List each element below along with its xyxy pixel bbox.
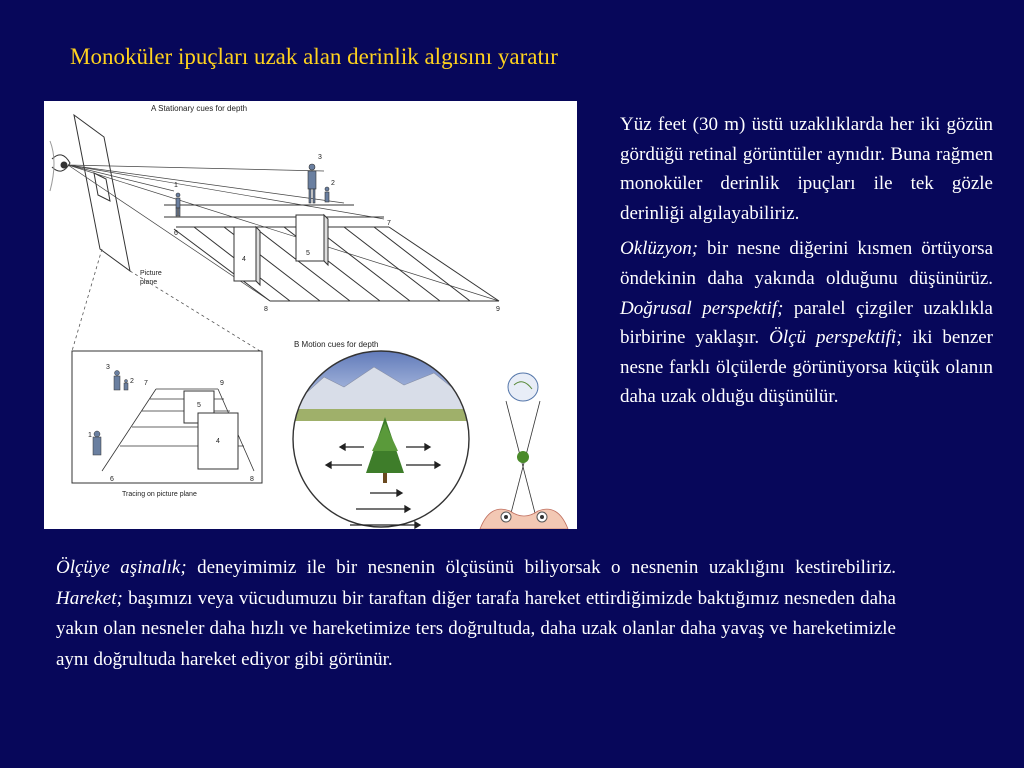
paragraph-1: Yüz feet (30 m) üstü uzaklıklarda her iki gözün gördüğü retinal görüntüler aynıdır. Buna rağmen monoküler derinlik ipuçları ile tek gözle derinliği algılayabiliriz. xyxy=(620,114,993,224)
label-num-2: 2 xyxy=(331,180,335,187)
svg-text:plane: plane xyxy=(140,279,158,286)
picture-plane-label: Picture xyxy=(140,270,162,277)
tracing-label: Tracing on picture plane xyxy=(122,491,197,498)
label-num-4: 4 xyxy=(242,256,246,263)
label-num-5: 5 xyxy=(306,250,310,257)
label-num-1: 1 xyxy=(174,182,178,189)
svg-text:6: 6 xyxy=(110,476,114,483)
depth-cues-figure xyxy=(44,101,577,529)
term-motion: Hareket; xyxy=(56,587,123,609)
right-text-block xyxy=(620,110,993,418)
label-num-6: 6 xyxy=(174,230,178,237)
svg-text:8: 8 xyxy=(250,476,254,483)
label-num-8: 8 xyxy=(264,306,268,313)
eye-icon xyxy=(50,141,70,191)
term-occlusion: Oklüzyon; xyxy=(620,238,699,260)
svg-text:5: 5 xyxy=(197,402,201,409)
term-linear-perspective: Doğrusal perspektif; xyxy=(620,297,784,319)
svg-text:2: 2 xyxy=(130,378,134,385)
person-figure-2 xyxy=(325,187,329,202)
label-num-9: 9 xyxy=(496,306,500,313)
observer-icon xyxy=(480,373,568,529)
box-4 xyxy=(234,227,256,281)
paragraph-2: Oklüzyon; bir nesne diğerini kısmen örtüyorsa öndekinin daha yakında olduğunu düşünürüz. Doğrusal perspektif; paralel çizgiler uzaklıkla birbirine yaklaşır. Ölçü perspektifi; iki benzer nesne farklı ölçülerde görünüyorsa küçük olanın daha uzak olduğu düşünülür. xyxy=(620,238,994,408)
svg-text:7: 7 xyxy=(144,380,148,387)
term-familiar-size: Ölçüye aşinalık; xyxy=(56,557,187,578)
svg-text:4: 4 xyxy=(216,438,220,445)
svg-text:3: 3 xyxy=(106,364,110,371)
bottom-text-block xyxy=(56,553,896,675)
label-num-7: 7 xyxy=(387,220,391,227)
panel-a-title: A Stationary cues for depth xyxy=(151,104,248,113)
paragraph-3: Ölçüye aşinalık; deneyimimiz ile bir nesnenin ölçüsünü biliyorsak o nesnenin uzaklığını kestirebiliriz. Hareket; başımızı veya vücudumuzu bir taraftan diğer tarafa hareket ettirdiğimizde baktığımız nesneden daha yakın olan nesneler daha hızlı ve hareketimize ters doğrultuda, daha uzak olanlar daha yavaş ve hareketimizle aynı doğrultuda hareket ediyor gibi görünür. xyxy=(56,557,896,670)
svg-text:1: 1 xyxy=(88,432,92,439)
slide-title: Monoküler ipuçları uzak alan derinlik algısını yaratır xyxy=(70,44,558,69)
box-5 xyxy=(296,215,324,261)
person-figure-3 xyxy=(308,164,316,203)
person-figure-1 xyxy=(176,193,180,216)
term-size-perspective: Ölçü perspektifi; xyxy=(769,327,903,349)
panel-b-title: B Motion cues for depth xyxy=(294,340,379,349)
label-num-3: 3 xyxy=(318,154,322,161)
svg-text:9: 9 xyxy=(220,380,224,387)
